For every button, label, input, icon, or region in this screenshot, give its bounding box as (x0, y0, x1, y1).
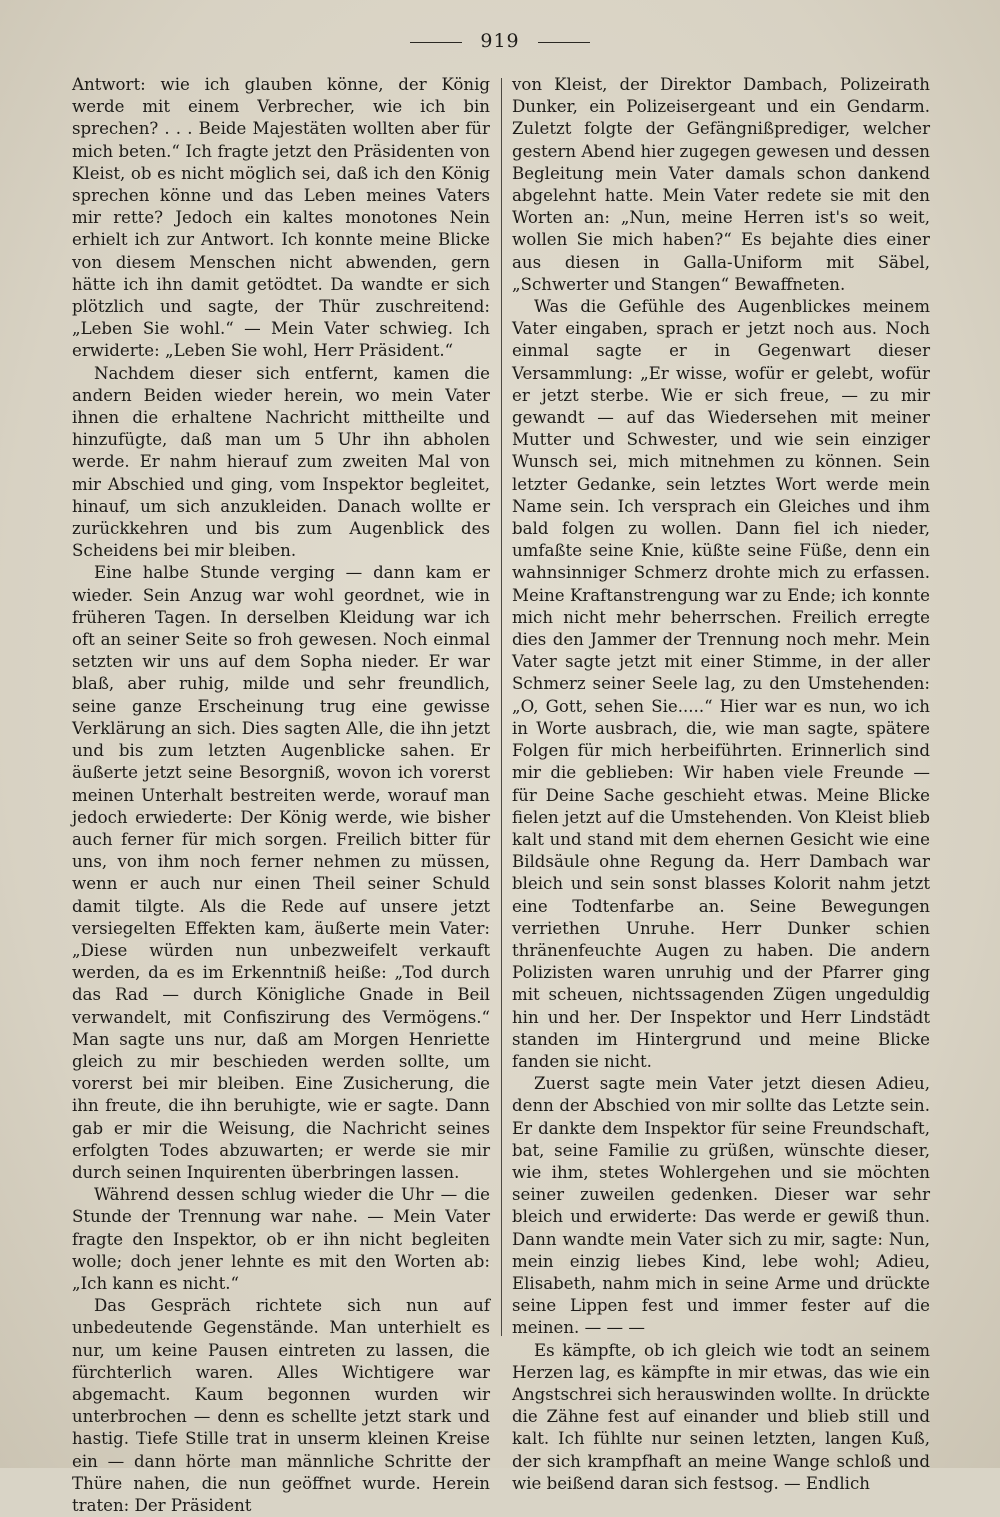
paragraph: Während dessen schlug wieder die Uhr — die Stunde der Trennung war nahe. — Mein Vater fragte den Inspektor, ob er ihn nicht begleiten wolle; doch jener lehnte es mit den Worten ab: „Ich kann es nicht.“ (72, 1185, 490, 1293)
left-text-column (72, 74, 490, 1517)
paragraph: Zuerst sagte mein Vater jetzt diesen Adieu, denn der Abschied von mir sollte das Letzte sein. Er dankte dem Inspektor für seine Freundschaft, bat, seine Familie zu grüßen, wünschte dieser, wie ihm, stetes Wohlergehen und sie möchten seiner zuweilen gedenken. Dieser war sehr bleich und erwiderte: Das werde er gewiß thun. Dann wandte mein Vater sich zu mir, sagte: Nun, mein einzig liebes Kind, lebe wohl; Adieu, Elisabeth, nahm mich in seine Arme und drückte seine Lippen fest und immer fester auf die meinen. — — — (512, 1074, 930, 1338)
paragraph: von Kleist, der Direktor Dambach, Polizeirath Dunker, ein Polizeisergeant und ein Gendarm. Zuletzt folgte der Gefängnißprediger, welcher gestern Abend hier zugegen gewesen und dessen Begleitung mein Vater damals schon dankend abgelehnt hatte. Mein Vater redete sie mit den Worten an: „Nun, meine Herren ist's so weit, wollen Sie mich haben?“ Es bejahte dies einer aus diesen in Galla-Uniform mit Säbel, „Schwerter und Stangen“ Bewaffneten. (512, 75, 930, 294)
paragraph: Es kämpfte, ob ich gleich wie todt an seinem Herzen lag, es kämpfte in mir etwas, das wie ein Angstschrei sich herauswinden wollte. In drückte die Zähne fest auf einander und blieb still und kalt. Ich fühlte nur seinen letzten, langen Kuß, der sich krampfhaft an meine Wange schloß und wie beißend daran sich festsog. — Endlich (512, 1340, 930, 1493)
paragraph: Eine halbe Stunde verging — dann kam er wieder. Sein Anzug war wohl geordnet, wie in früheren Tagen. In derselben Kleidung war ich oft an seiner Seite so froh gewesen. Noch einmal setzten wir uns auf dem Sopha nieder. Er war blaß, aber ruhig, milde und sehr freundlich, seine ganze Erscheinung trug eine gewisse Verklärung an sich. Dies sagten Alle, die ihn jetzt und bis zum letzten Augenblicke sahen. Er äußerte jetzt seine Besorgniß, wovon ich vorerst meinen Unterhalt bestreiten werde, worauf man jedoch erwiederte: Der König werde, wie bisher auch ferner für mich sorgen. Freilich bitter für uns, von ihm noch ferner nehmen zu müssen, wenn er auch nur einen Theil seiner Schuld damit tilgte. Als die Rede auf unsere jetzt versiegelten Effekten kam, äußerte mein Vater: „Diese würden nun unbezweifelt verkauft werden, da es im Erkenntniß heiße: „Tod durch das Rad — durch Königliche Gnade in Beil verwandelt, mit Confiszirung des Vermögens.“ Man sagte uns nur, daß am Morgen Henriette gleich zu mir beschieden werden sollte, um vorerst bei mir bleiben. Eine Zusicherung, die ihn freute, die ihn beruhigte, wie er sagte. Dann gab er mir die Weisung, die Nachricht seines erfolgten Todes abzuwarten; er werde sie mir durch seinen Inquirenten überbringen lassen. (72, 563, 490, 1182)
header-rule-left (410, 42, 462, 43)
column-divider (501, 78, 502, 1336)
paragraph: Antwort: wie ich glauben könne, der König werde mit einem Verbrecher, wie ich bin sprechen? . . . Beide Majestäten wollten aber für mich beten.“ Ich fragte jetzt den Präsidenten von Kleist, ob es nicht möglich sei, daß ich den König sprechen könne und das Leben meines Vaters mir rette? Jedoch ein kaltes monotones Nein erhielt ich zur Antwort. Ich konnte meine Blicke von diesem Menschen nicht abwenden, gern hätte ich ihn damit getödtet. Da wandte er sich plötzlich und sagte, der Thür zuschreitend: „Leben Sie wohl.“ — Mein Vater schwieg. Ich erwiderte: „Leben Sie wohl, Herr Präsident.“ (72, 75, 490, 361)
right-text-column (512, 74, 930, 1495)
page-header (0, 30, 1000, 52)
header-rule-right (538, 42, 590, 43)
paragraph: Das Gespräch richtete sich nun auf unbedeutende Gegenstände. Man unterhielt es nur, um keine Pausen eintreten zu lassen, die fürchterlich waren. Alles Wichtigere war abgemacht. Kaum begonnen wurden wir unterbrochen — denn es schellte jetzt stark und hastig. Tiefe Stille trat in unserm kleinen Kreise ein — dann hörte man männliche Schritte der Thüre nahen, die nun geöffnet wurde. Herein traten: Der Präsident (72, 1296, 490, 1515)
paragraph: Nachdem dieser sich entfernt, kamen die andern Beiden wieder herein, wo mein Vater ihnen die erhaltene Nachricht mittheilte und hinzufügte, daß man um 5 Uhr ihn abholen werde. Er nahm hierauf zum zweiten Mal von mir Abschied und ging, vom Inspektor begleitet, hinauf, um sich anzukleiden. Danach wollte er zurückkehren und bis zum Augenblick des Scheidens bei mir bleiben. (72, 363, 490, 561)
paragraph: Was die Gefühle des Augenblickes meinem Vater eingaben, sprach er jetzt noch aus. Noch einmal sagte er in Gegenwart dieser Versammlung: „Er wisse, wofür er gelebt, wofür er jetzt sterbe. Wie er sich freue, — zu mir gewandt — auf das Wiedersehen mit meiner Mutter und Schwester, und wie sein einziger Wunsch sei, mich mitnehmen zu können. Sein letzter Gedanke, sein letztes Wort werde mein Name sein. Ich versprach ein Gleiches und ihm bald folgen zu wollen. Dann fiel ich nieder, umfaßte seine Knie, küßte seine Füße, denn ein wahnsinniger Schmerz drohte mich zu erfassen. Meine Kraftanstrengung war zu Ende; ich konnte mich nicht mehr beherrschen. Freilich erregte dies den Jammer der Trennung noch mehr. Mein Vater sagte jetzt mit einer Stimme, in der aller Schmerz seiner Seele lag, zu den Umstehenden: „O, Gott, sehen Sie.....“ Hier war es nun, wo ich in Worte ausbrach, die, wie man sagte, spätere Folgen für mich herbeiführten. Erinnerlich sind mir die geblieben: Wir haben viele Freunde — für Deine Sache geschieht etwas. Meine Blicke fielen jetzt auf die Umstehenden. Von Kleist blieb kalt und stand mit dem ehernen Gesicht wie eine Bildsäule ohne Regung da. Herr Dambach war bleich und sein sonst blasses Kolorit nahm jetzt eine Todtenfarbe an. Seine Bewegungen verriethen Unruhe. Herr Dunker schien thränenfeuchte Augen zu haben. Die andern Polizisten waren unruhig und der Pfarrer ging mit scheuen, nichtssagenden Zügen ungeduldig hin und her. Der Inspektor und Herr Lindstädt standen im Hintergrund und meine Blicke fanden sie nicht. (512, 297, 930, 1071)
page-number: 919 (480, 30, 520, 52)
